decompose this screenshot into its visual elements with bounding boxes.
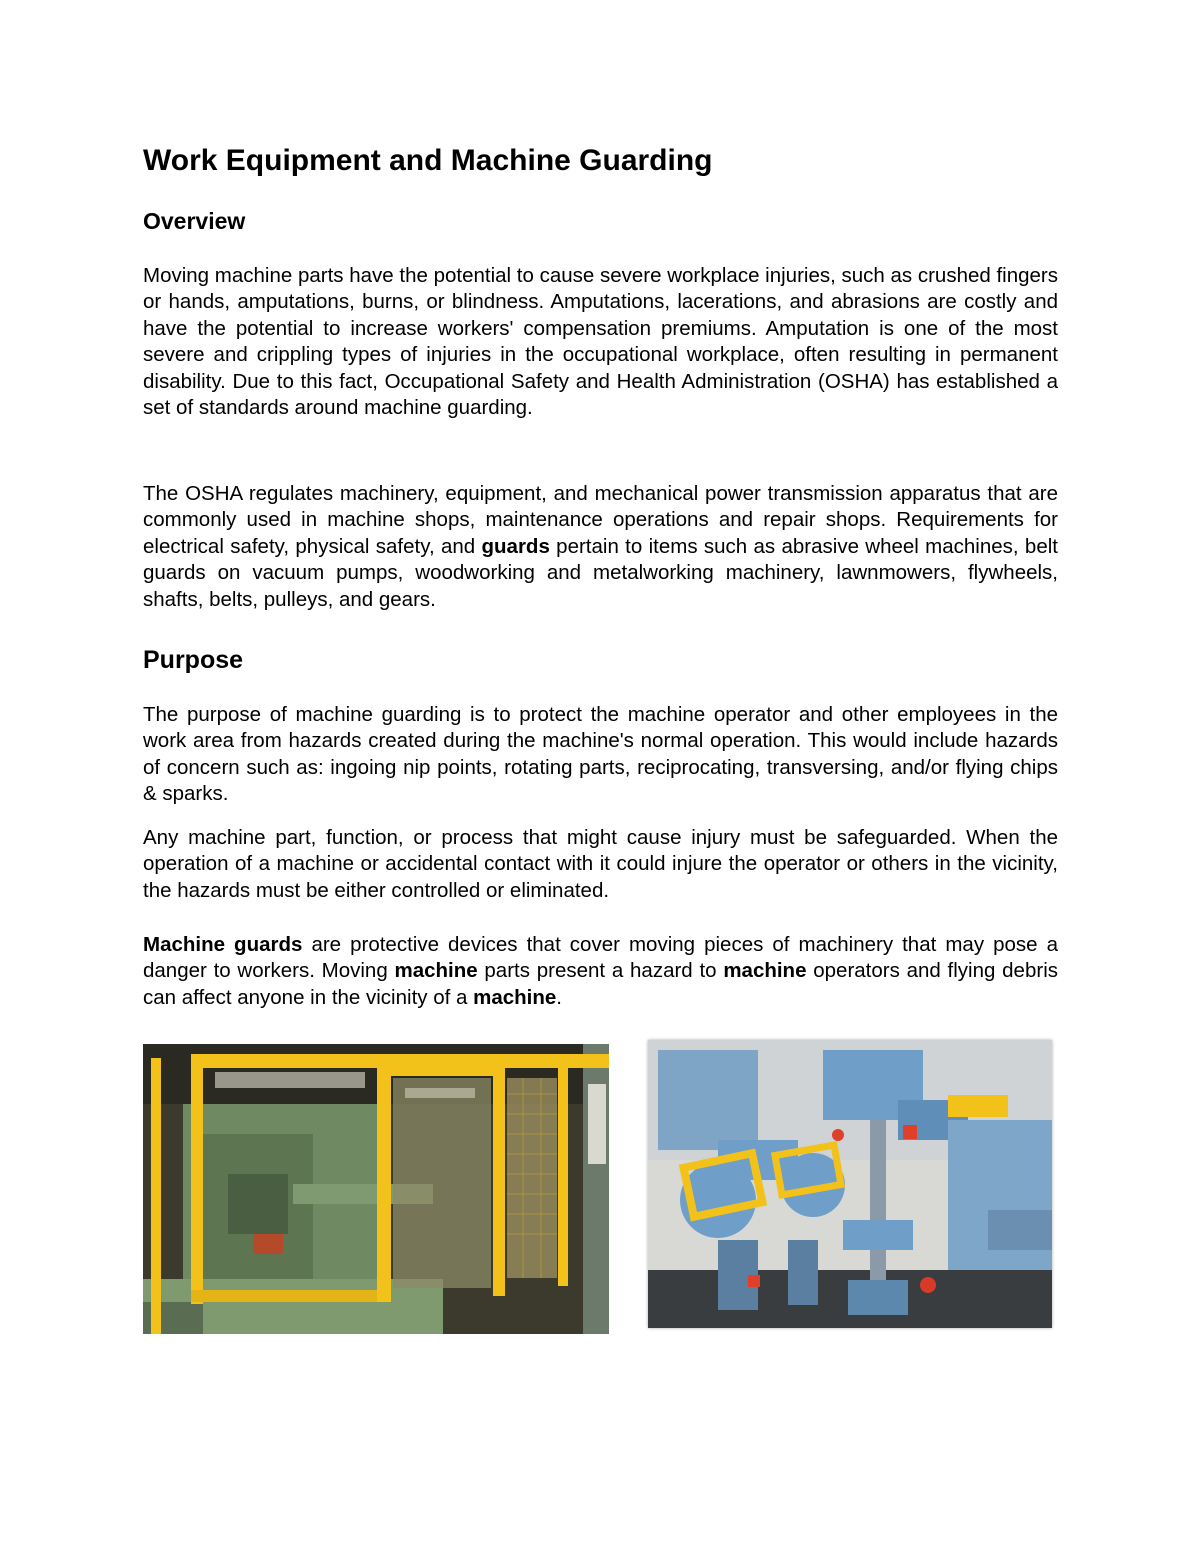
purpose-paragraph-2: Any machine part, function, or process that might cause injury must be safeguarded. When the operation of a machine or accidental contact with it could injure the operator or others in the vicinity, the hazards must be either controlled or eliminated.	[143, 826, 1058, 902]
workshop-machines-image	[648, 1040, 1052, 1328]
bold-term-guards: guards	[481, 534, 550, 558]
purpose-heading: Purpose	[143, 646, 244, 674]
machine-guard-photo	[143, 1044, 609, 1334]
text-run: pertain to items such as abrasive wheel machines, belt guards on vacuum pumps, woodworking and metalworking machinery, lawnmowers, flywheels, shafts, belts, pulleys, and gears.	[143, 534, 1058, 611]
text-run: The OSHA regulates machinery, equipment, and mechanical power transmission apparatus that are commonly used in machine shops, maintenance operations and repair shops. Requirements for electrical safety, physical safety, and	[143, 482, 1058, 558]
workshop-machines-photo	[648, 1040, 1052, 1328]
overview-paragraph-2	[143, 481, 1058, 613]
yellow-guard-machine-image	[143, 1044, 609, 1334]
text-run: are protective devices that cover moving pieces of machinery that may pose a danger to workers. Moving	[143, 933, 1059, 983]
purpose-paragraph-3	[143, 932, 1058, 1011]
bold-term-machine: machine	[394, 959, 478, 983]
bold-term-machine: machine	[473, 985, 557, 1009]
overview-paragraph-1: Moving machine parts have the potential to cause severe workplace injuries, such as crushed fingers or hands, amputations, burns, or blindness. Amputations, lacerations, and abrasions are costly and have the potential to increase workers' compensation premiums. Amputation is one of the most severe and crippling types of injuries in the occupational workplace, often resulting in permanent disability. Due to this fact, Occupational Safety and Health Administration (OSHA) has established a set of standards around machine guarding.	[143, 264, 1059, 420]
purpose-paragraph-1: The purpose of machine guarding is to protect the machine operator and other employees in the work area from hazards created during the machine's normal operation. This would include hazards of concern such as: ingoing nip points, rotating parts, reciprocating, transversing, and/or flying chips & sparks.	[143, 703, 1058, 806]
text-run: .	[556, 985, 562, 1009]
bold-term-machine-guards: Machine guards	[143, 933, 303, 956]
overview-heading: Overview	[143, 208, 246, 234]
text-run: parts present a hazard to	[477, 959, 724, 983]
bold-term-machine: machine	[723, 959, 807, 983]
text-run: operators and flying debris can affect anyone in the vicinity of a	[143, 959, 1058, 1009]
page-title: Work Equipment and Machine Guarding	[143, 144, 713, 177]
